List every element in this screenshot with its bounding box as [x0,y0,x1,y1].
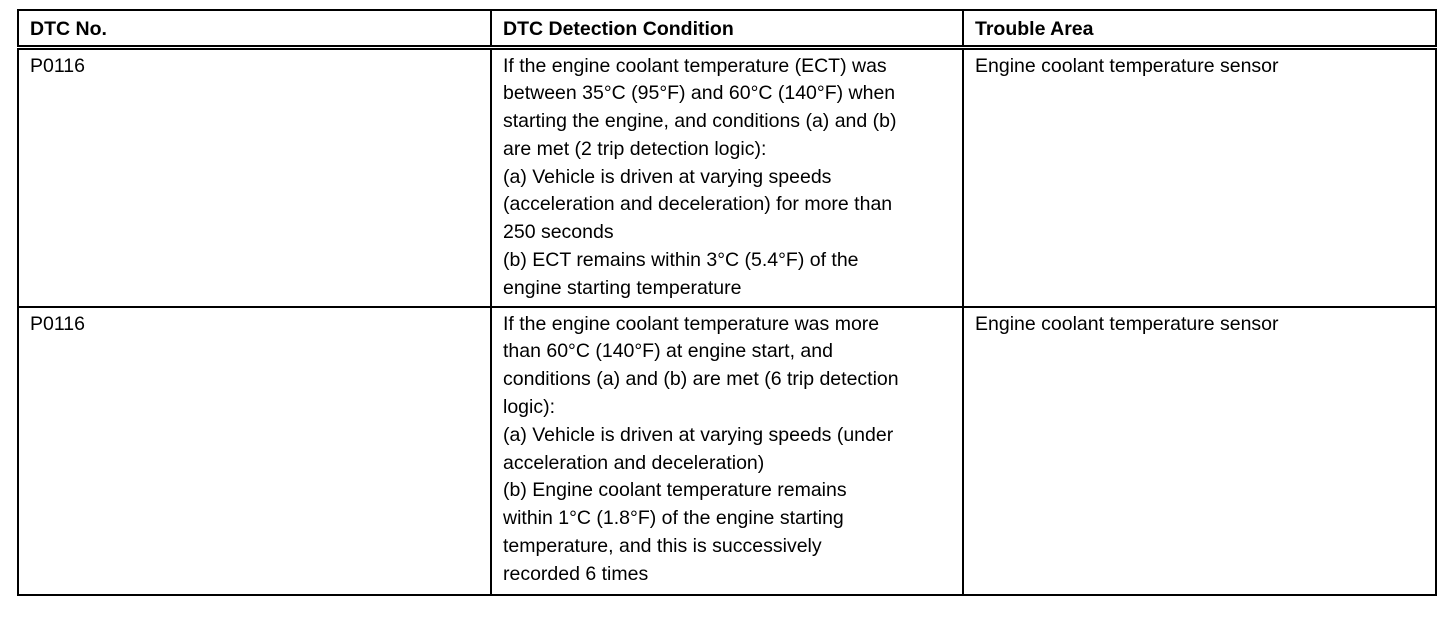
detection-condition-cell [491,307,963,595]
condition-line: (a) Vehicle is driven at varying speeds (under [503,423,894,446]
trouble-area-cell: Engine coolant temperature sensor [963,307,1436,595]
condition-line: within 1°C (1.8°F) of the engine starting [503,507,844,530]
table-row [18,47,1436,307]
condition-line: between 35°C (95°F) and 60°C (140°F) when [503,82,896,105]
condition-line: (a) Vehicle is driven at varying speeds [503,165,832,188]
condition-line: acceleration and deceleration) [503,451,765,474]
condition-line: logic): [503,396,556,419]
condition-line: If the engine coolant temperature was more [503,312,880,335]
condition-line: conditions (a) and (b) are met (6 trip detection [503,368,899,391]
detection-condition-cell [491,47,963,307]
condition-line: (b) ECT remains within 3°C (5.4°F) of the [503,249,859,272]
table-row [18,307,1436,595]
condition-line: (acceleration and deceleration) for more than [503,193,893,216]
trouble-area-cell: Engine coolant temperature sensor [963,47,1436,307]
dtc-table [17,9,1437,596]
header-trouble-area: Trouble Area [963,10,1436,47]
header-dtc-no: DTC No. [18,10,491,47]
condition-line: If the engine coolant temperature (ECT) was [503,54,887,77]
condition-line: than 60°C (140°F) at engine start, and [503,340,833,363]
condition-line: are met (2 trip detection logic): [503,137,767,160]
condition-line: temperature, and this is successively [503,535,822,558]
condition-line: engine starting temperature [503,276,742,299]
dtc-no-cell: P0116 [18,307,491,595]
condition-line: (b) Engine coolant temperature remains [503,479,847,502]
dtc-no-cell: P0116 [18,47,491,307]
header-detection-condition: DTC Detection Condition [491,10,963,47]
header-row [18,10,1436,47]
condition-line: 250 seconds [503,221,614,244]
condition-line: starting the engine, and conditions (a) and (b) [503,110,897,133]
condition-line: recorded 6 times [503,562,649,585]
